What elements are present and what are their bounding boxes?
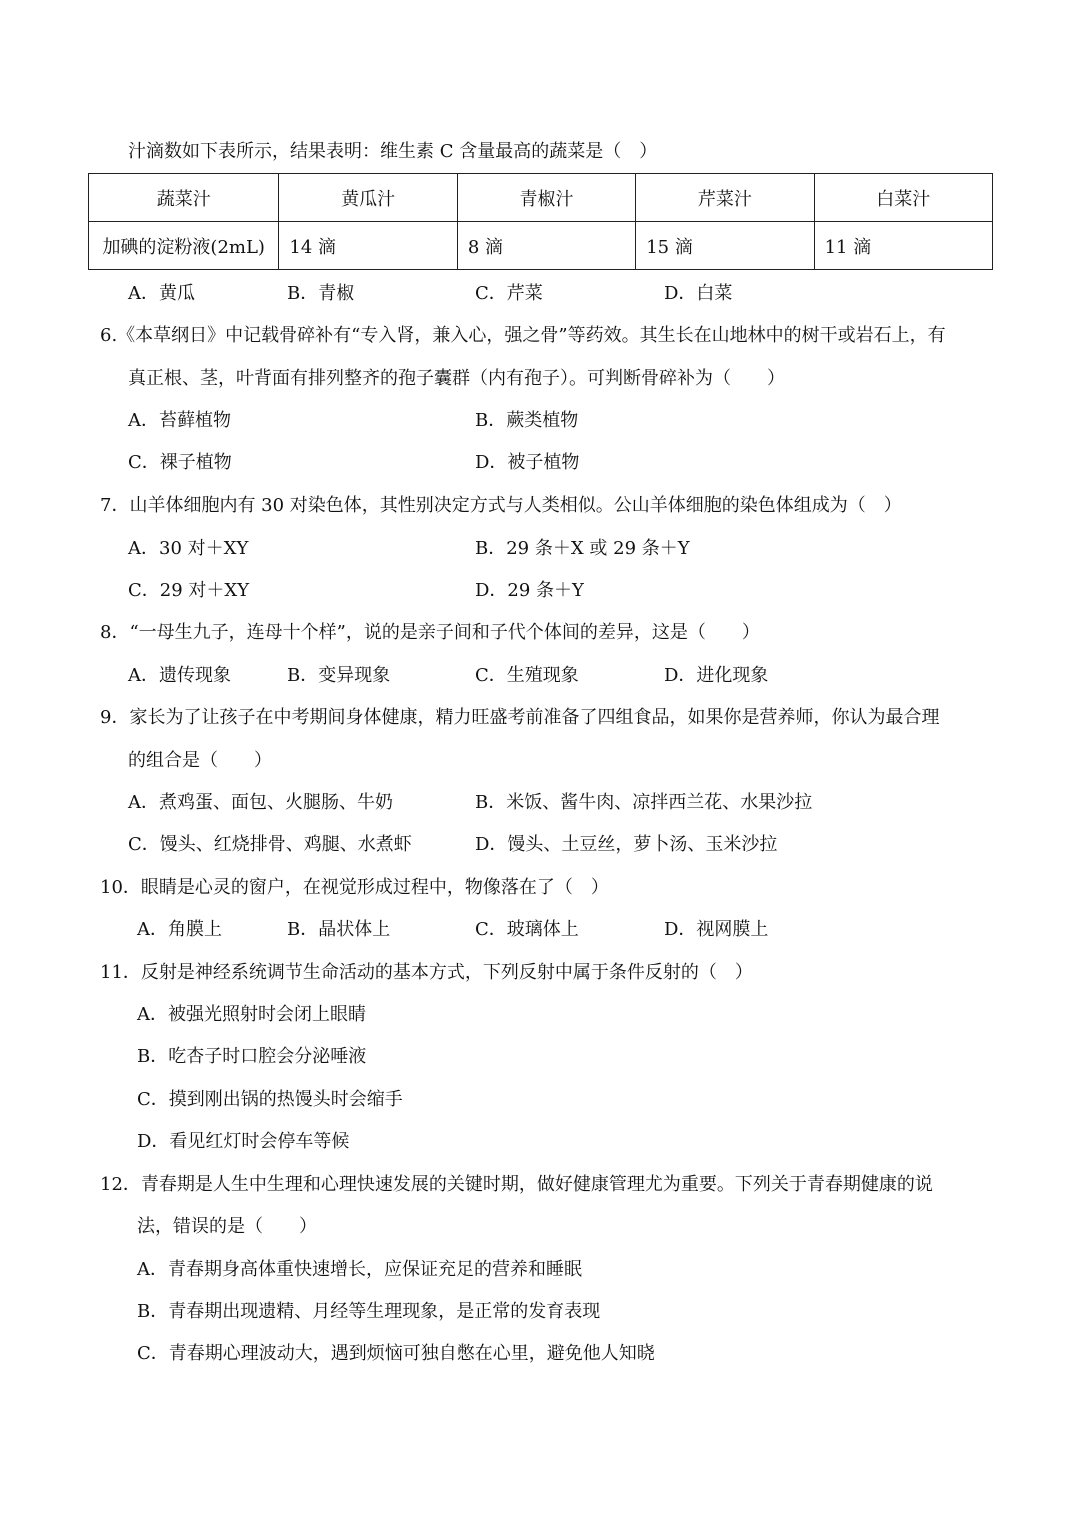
q11-option-c: C．摸到刚出锅的热馒头时会缩手 [137, 1089, 403, 1110]
q8-option-c: C．生殖现象 [475, 665, 579, 686]
table-header-cell: 青椒汁 [457, 174, 635, 222]
vegetable-juice-table [88, 173, 993, 270]
q11-option-d: D．看见红灯时会停车等候 [137, 1131, 350, 1152]
table-cell: 14 滴 [279, 222, 457, 270]
q6-stem-line1: 6.《本草纲日》中记载骨碎补有“专入肾，兼入心，强之骨”等药效。其生长在山地林中的树干或岩石上，有 [100, 325, 946, 346]
q9-option-c: C．馒头、红烧排骨、鸡腿、水煮虾 [128, 834, 412, 855]
q12-stem-line2: 法，错误的是（ ） [137, 1216, 317, 1237]
table-header-cell: 芹菜汁 [636, 174, 814, 222]
q5-option-d: D．白菜 [664, 283, 733, 304]
table-cell: 加碘的淀粉液(2mL) [89, 222, 279, 270]
q10-option-b: B．晶状体上 [287, 919, 391, 940]
q12-option-b: B．青春期出现遗精、月经等生理现象，是正常的发育表现 [137, 1301, 601, 1322]
q5-option-b: B．青椒 [287, 283, 355, 304]
q7-option-d: D．29 条＋Y [475, 580, 584, 601]
q7-option-c: C．29 对＋XY [128, 580, 250, 601]
q9-option-b: B．米饭、酱牛肉、凉拌西兰花、水果沙拉 [475, 792, 813, 813]
table-header-cell: 蔬菜汁 [89, 174, 279, 222]
q9-option-a: A．煮鸡蛋、面包、火腿肠、牛奶 [128, 792, 393, 813]
q6-stem-line2: 真正根、茎，叶背面有排列整齐的孢子囊群（内有孢子）。可判断骨碎补为（ ） [128, 368, 785, 389]
q6-option-d: D．被子植物 [475, 452, 580, 473]
q10-option-d: D．视网膜上 [664, 919, 769, 940]
q8-option-d: D．进化现象 [664, 665, 769, 686]
q7-option-b: B．29 条＋X 或 29 条＋Y [475, 538, 690, 559]
q8-stem: 8．“一母生九子，连母十个样”，说的是亲子间和子代个体间的差异，这是（ ） [100, 622, 760, 643]
q12-stem-line1: 12．青春期是人生中生理和心理快速发展的关键时期，做好健康管理尤为重要。下列关于青春期健康的说 [100, 1174, 933, 1195]
q6-option-c: C．裸子植物 [128, 452, 232, 473]
q5-option-a: A．黄瓜 [128, 283, 195, 304]
q6-option-a: A．苔藓植物 [128, 410, 231, 431]
q9-stem-line1: 9．家长为了让孩子在中考期间身体健康，精力旺盛考前准备了四组食品，如果你是营养师，你认为最合理 [100, 707, 940, 728]
table-header-cell: 白菜汁 [814, 174, 992, 222]
table-header-cell: 黄瓜汁 [279, 174, 457, 222]
q8-option-a: A．遗传现象 [128, 665, 231, 686]
q5-stem: 汁滴数如下表所示，结果表明：维生素 C 含量最高的蔬菜是（ ） [128, 141, 658, 162]
table-header-row [89, 174, 993, 222]
table-cell: 8 滴 [457, 222, 635, 270]
q11-option-b: B．吃杏子时口腔会分泌唾液 [137, 1046, 367, 1067]
q9-option-d: D．馒头、土豆丝，萝卜汤、玉米沙拉 [475, 834, 778, 855]
q8-option-b: B．变异现象 [287, 665, 391, 686]
q11-option-a: A．被强光照射时会闭上眼睛 [137, 1004, 366, 1025]
q12-option-c: C．青春期心理波动大，遇到烦恼可独自憋在心里，避免他人知晓 [137, 1343, 655, 1364]
q9-stem-line2: 的组合是（ ） [128, 750, 272, 771]
table-cell: 15 滴 [636, 222, 814, 270]
q7-option-a: A．30 对＋XY [128, 538, 249, 559]
q12-option-a: A．青春期身高体重快速增长，应保证充足的营养和睡眠 [137, 1259, 582, 1280]
q6-option-b: B．蕨类植物 [475, 410, 579, 431]
q10-option-c: C．玻璃体上 [475, 919, 579, 940]
table-cell: 11 滴 [814, 222, 992, 270]
q7-stem: 7．山羊体细胞内有 30 对染色体，其性别决定方式与人类相似。公山羊体细胞的染色体组成为（ ） [100, 495, 902, 516]
q10-stem: 10．眼睛是心灵的窗户，在视觉形成过程中，物像落在了（ ） [100, 877, 609, 898]
q10-option-a: A．角膜上 [137, 919, 222, 940]
q11-stem: 11．反射是神经系统调节生命活动的基本方式，下列反射中属于条件反射的（ ） [100, 962, 753, 983]
q5-option-c: C．芹菜 [475, 283, 543, 304]
table-row [89, 222, 993, 270]
